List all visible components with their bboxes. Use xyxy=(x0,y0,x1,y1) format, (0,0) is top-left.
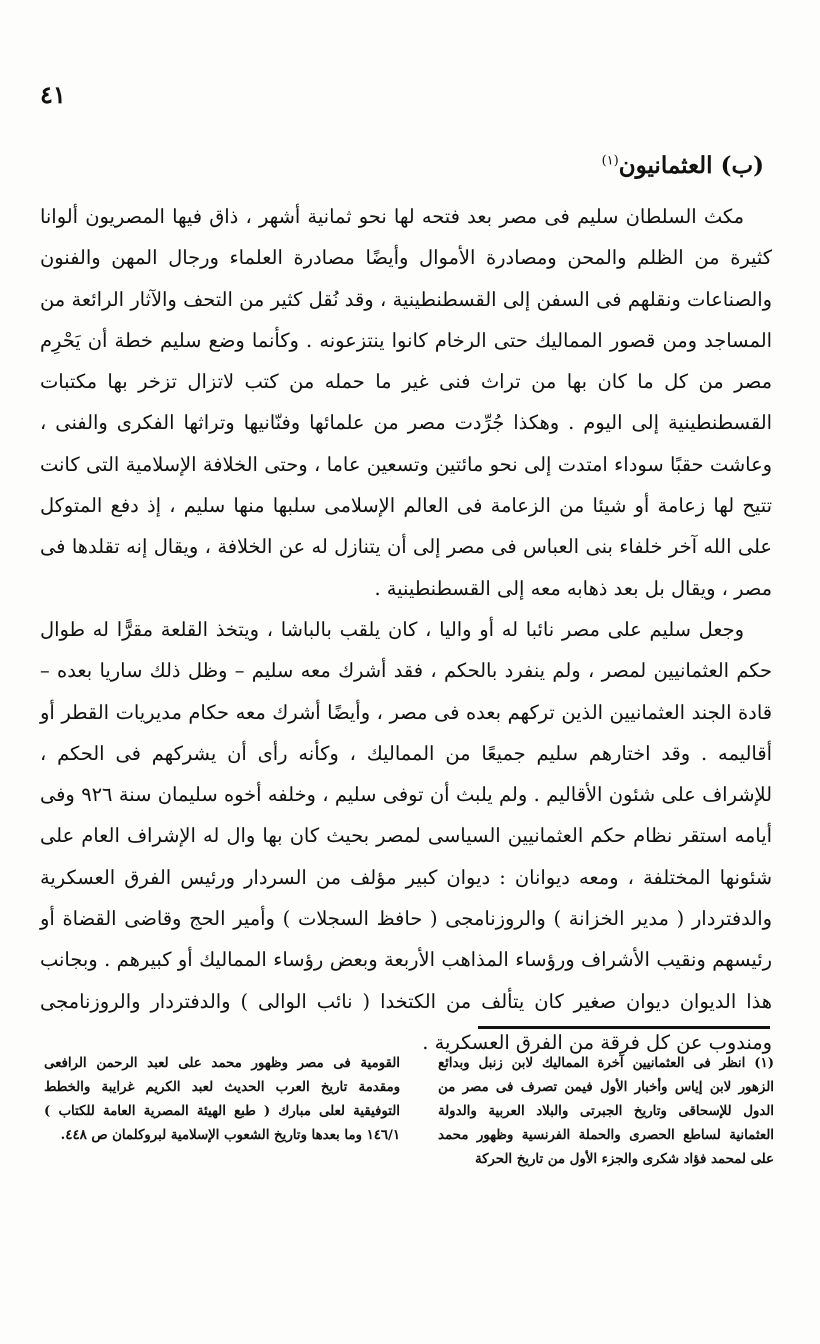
footnote-divider xyxy=(478,1026,770,1029)
footnote-column-right: (١) انظر فى العثمانيين آخرة المماليك لابن زنبل وبدائع الزهور لابن إياس وأخبار الأول فيمن تصرف فى مصر من الدول للإسحاقى وتاريخ الجبرتى والبلاد العربية والدولة العثمانية لساطع الحصرى والحملة الفرنسية وظهور محمد على لمحمد فؤاد شكرى والجزء الأول من تاريخ الحركة xyxy=(438,1056,774,1167)
page-number: ٤١ xyxy=(40,80,66,109)
footnote-marker: (١) xyxy=(601,153,619,169)
footnote-column-left: القومية فى مصر وظهور محمد على لعبد الرحمن الرافعى ومقدمة تاريخ العرب الحديث لعبد الكريم غرايبة والخطط التوفيقية لعلى مبارك ( طبع الهيئة المصرية العامة للكتاب ) ١٤٦/١ وما بعدها وتاريخ الشعوب الإسلامية لبروكلمان ص ٤٤٨. xyxy=(44,1056,400,1143)
paragraph-1: مكث السلطان سليم فى مصر بعد فتحه لها نحو ثمانية أشهر ، ذاق فيها المصريون ألوانا كثيرة من الظلم والمحن ومصادرة الأموال وأيضًا مصادرة العلماء ورجال المهن والفنون والصناعات ونقلهم فى السفن إلى القسطنطينية ، وقد نُقل كثير من التحف والآثار الرائعة من المساجد ومن قصور المماليك حتى الرخام كانوا ينتزعونه . وكأنما وضع سليم خطة أن يَحْرِم مصر من كل ما كان بها من تراث فنى غير ما حمله من كتب لاتزال تزخر بها مكتبات القسطنطينية إلى اليوم . وهكذا جُرِّدت مصر من علمائها وفنّانيها وتراثها الفكرى والفنى ، وعاشت حقبًا سوداء امتدت إلى نحو مائتين وتسعين عاما ، وحتى الخلافة الإسلامية التى كانت تتيح لها زعامة أو شيئا من الزعامة فى العالم الإسلامى سلبها منها سليم ، إذ دفع المتوكل على الله آخر خلفاء بنى العباس فى مصر إلى أن يتنازل له عن الخلافة ، ويقال إنه تقلدها فى مصر ، ويقال بل بعد ذهابه معه إلى القسطنطينية . xyxy=(40,205,772,600)
section-heading xyxy=(602,152,764,179)
section-heading-text: (ب) العثمانيون xyxy=(618,152,764,179)
paragraph-2: وجعل سليم على مصر نائبا له أو واليا ، كان يلقب بالباشا ، ويتخذ القلعة مقرًّا له طوال حكم العثمانيين لمصر ، ولم ينفرد بالحكم ، فقد أشرك معه سليم – وظل ذلك ساريا بعده – قادة الجند العثمانيين الذين تركهم بعده فى مصر ، وأيضًا أشرك معه حكام مديريات القطر أو أقاليمه . وقد اختارهم سليم جميعًا من المماليك ، وكأنه رأى أن يشركهم فى الحكم ، للإشراف على شئون الأقاليم . ولم يلبث أن توفى سليم ، وخلفه أخوه سليمان سنة ٩٢٦ وفى أيامه استقر نظام حكم العثمانيين السياسى لمصر بحيث كان بها وال له الإشراف العام على شئونها المختلفة ، ومعه ديوانان : ديوان كبير مؤلف من السردار ورئيس الفرق العسكرية والدفتردار ( مدير الخزانة ) والروزنامجى ( حافظ السجلات ) وأمير الحج وقاضى القضاة أو رئيسهم ونقيب الأشراف ورؤساء المذاهب الأربعة وبعض رؤساء المماليك أو كبيرهم . وبجانب هذا الديوان ديوان صغير كان يتألف من الكتخدا ( نائب الوالى ) والدفتردار والروزنامجى ومندوب عن كل فرقة من الفرق العسكرية . xyxy=(40,617,772,1054)
body-text xyxy=(40,196,772,1063)
